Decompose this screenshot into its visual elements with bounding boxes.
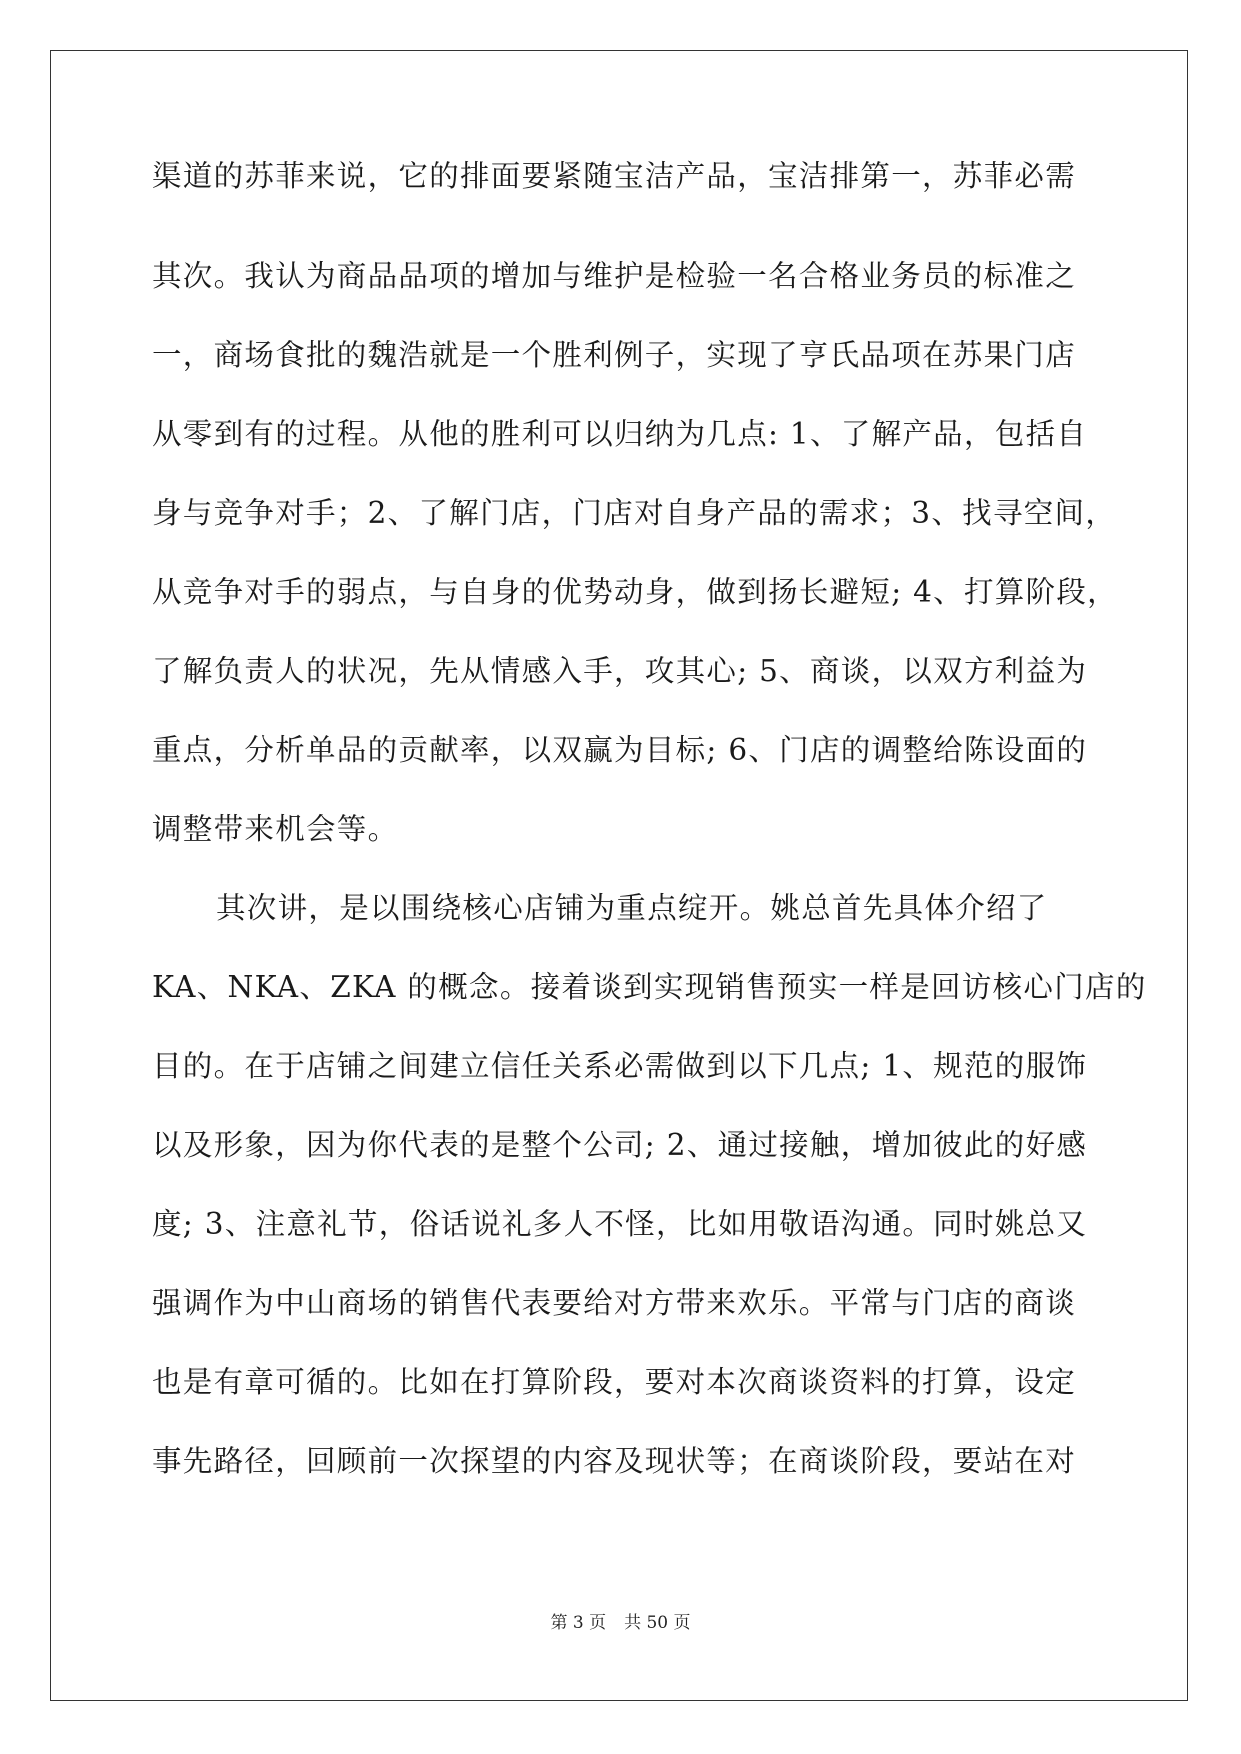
text-line: 一，商场食批的魏浩就是一个胜利例子，实现了亨氏品项在苏果门店 [152, 338, 1077, 372]
text-line: 渠道的苏菲来说，它的排面要紧随宝洁产品，宝洁排第一，苏菲必需 [152, 159, 1077, 193]
text-line: 以及形象，因为你代表的是整个公司; 2、通过接触，增加彼此的好感 [152, 1128, 1088, 1162]
text-line: 调整带来机会等。 [152, 812, 399, 846]
text-line: 其次。我认为商品品项的增加与维护是检验一名合格业务员的标准之 [152, 259, 1077, 293]
text-line: 强调作为中山商场的销售代表要给对方带来欢乐。平常与门店的商谈 [152, 1286, 1077, 1320]
text-line: KA、NKA、ZKA 的概念。接着谈到实现销售预实一样是回访核心门店的 [152, 970, 1147, 1004]
page-footer [0, 1608, 1241, 1633]
text-line: 也是有章可循的。比如在打算阶段，要对本次商谈资料的打算，设定 [152, 1365, 1077, 1399]
text-line: 度; 3、注意礼节，俗话说礼多人不怪，比如用敬语沟通。同时姚总又 [152, 1207, 1088, 1241]
document-body [152, 158, 1147, 1501]
total-page-count: 共 50 页 [624, 1613, 691, 1633]
text-line: 身与竞争对手；2、了解门店，门店对自身产品的需求；3、找寻空间， [152, 496, 1117, 530]
text-line: 了解负责人的状况，先从情感入手，攻其心; 5、商谈，以双方利益为 [152, 654, 1088, 688]
current-page-number: 第 3 页 [550, 1613, 607, 1633]
text-line: 从零到有的过程。从他的胜利可以归纳为几点: 1、了解产品，包括自 [152, 417, 1088, 451]
text-line: 从竞争对手的弱点，与自身的优势动身，做到扬长避短; 4、打算阶段， [152, 575, 1118, 609]
paragraph-start-line: 其次讲，是以围绕核心店铺为重点绽开。姚总首先具体介绍了 [216, 891, 1048, 925]
text-line: 事先路径，回顾前一次探望的内容及现状等；在商谈阶段，要站在对 [152, 1444, 1077, 1478]
text-line: 目的。在于店铺之间建立信任关系必需做到以下几点; 1、规范的服饰 [152, 1049, 1088, 1083]
text-line: 重点，分析单品的贡献率，以双赢为目标; 6、门店的调整给陈设面的 [152, 733, 1088, 767]
